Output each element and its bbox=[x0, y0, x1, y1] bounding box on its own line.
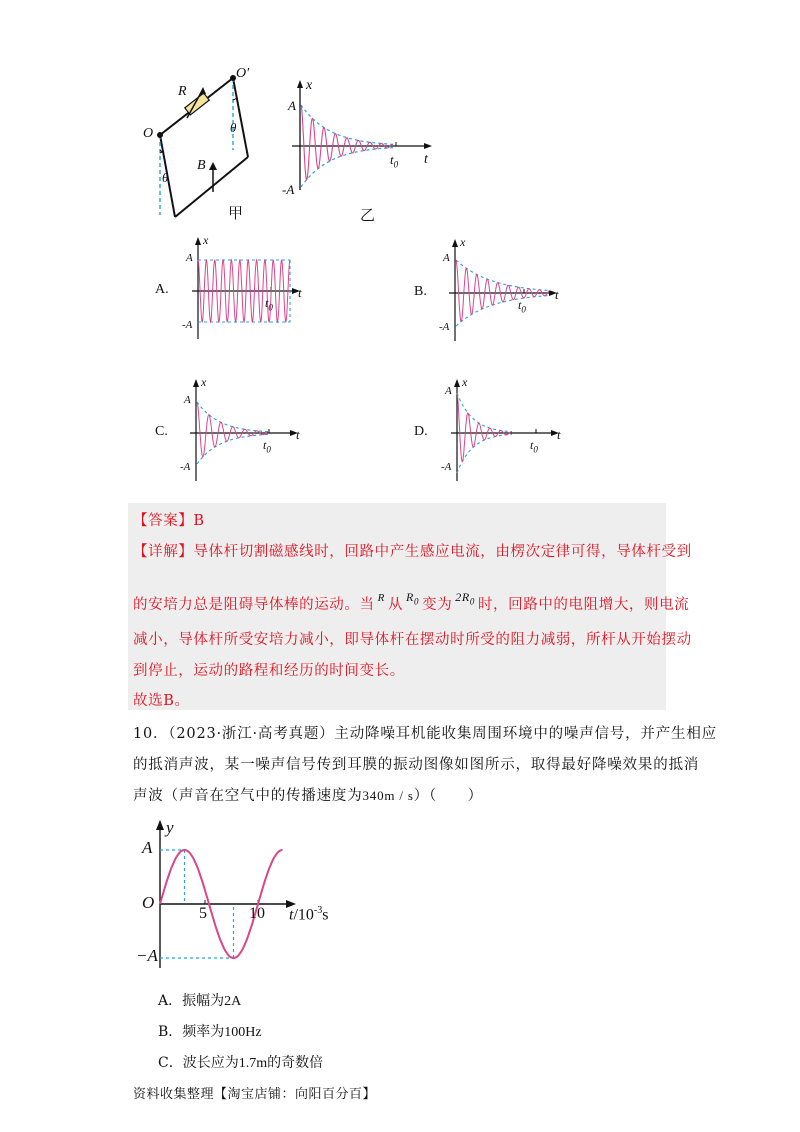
caption-yi: 乙 bbox=[360, 206, 376, 224]
conclusion: 故选B。 bbox=[133, 693, 190, 709]
graph-label-t0: $t_0$ bbox=[530, 438, 538, 455]
f10-label-O: O bbox=[142, 893, 155, 912]
label-R: R bbox=[178, 84, 187, 99]
detail-line-2: 的安培力总是阻碍导体棒的运动。当 $^R$ 从 $^{R_0}$ 变为 $^{2R_0}$ 时，回路中的电阻增大，则电流 bbox=[133, 590, 690, 613]
option-letter-3: D. bbox=[414, 424, 428, 439]
f10-axis-t-label: $t/10^{-3}s$ bbox=[289, 905, 329, 924]
detail-line-3: 减小，导体杆所受安培力减小，即导体杆在摆动时所受的阻力减弱，所杆从开始摆动 bbox=[133, 632, 692, 648]
q10-line-2: 的抵消声波，某一噪声信号传到耳膜的振动图像如图所示，取得最好降噪效果的抵消 bbox=[133, 757, 700, 773]
graph-axis-x: x bbox=[460, 235, 466, 249]
graph-label-negA: -A bbox=[182, 319, 193, 331]
graph-axis-x: x bbox=[462, 375, 468, 389]
graph-label-t0: $t_0$ bbox=[265, 296, 273, 313]
f10-label-negA: −A bbox=[136, 946, 158, 965]
graph-label-A: A bbox=[186, 252, 193, 264]
graph-axis-t: t bbox=[296, 427, 300, 442]
footer: 资料收集整理【淘宝店铺：向阳百分百】 bbox=[133, 1087, 377, 1102]
graph-axis-x: x bbox=[203, 233, 209, 247]
option-letter-0: A. bbox=[155, 282, 169, 297]
option-letter-1: B. bbox=[414, 284, 427, 299]
yi-axis-t: t bbox=[424, 152, 428, 167]
answer-value: B bbox=[193, 513, 205, 529]
answer-tag: 【答案】 bbox=[133, 513, 194, 529]
graph-label-negA: -A bbox=[441, 461, 452, 473]
label-theta-right: θ bbox=[230, 120, 237, 135]
graph-label-A: A bbox=[443, 252, 450, 264]
yi-label-t0: $t_0$ bbox=[390, 152, 399, 170]
graph-axis-t: t bbox=[298, 285, 302, 300]
graph-axis-x: x bbox=[201, 375, 207, 389]
q10-line-3: 声波（声音在空气中的传播速度为340m / s）（ ） bbox=[133, 788, 483, 804]
detail-line-4: 到停止，运动的路程和经历的时间变长。 bbox=[133, 663, 405, 679]
label-Oprime: O′ bbox=[236, 66, 250, 81]
graph-axis-t: t bbox=[555, 287, 559, 302]
f10-tick-10: 10 bbox=[249, 905, 265, 922]
graph-label-negA: -A bbox=[439, 321, 450, 333]
graph-label-A: A bbox=[445, 385, 452, 397]
detail-line-1: 【详解】导体杆切割磁感线时，回路中产生感应电流，由楞次定律可得，导体杆受到 bbox=[133, 544, 692, 560]
yi-label-negA: -A bbox=[282, 182, 295, 197]
option-letter-2: C. bbox=[155, 424, 168, 439]
label-B: B bbox=[197, 158, 206, 173]
q10-line-1: 10．（2023·浙江·高考真题）主动降噪耳机能收集周围环境中的噪声信号，并产生相应 bbox=[133, 726, 717, 742]
label-O: O bbox=[143, 126, 154, 141]
graph-axis-t: t bbox=[557, 427, 561, 442]
choice-2: C．波长应为1.7m的奇数倍 bbox=[158, 1055, 324, 1071]
graph-label-negA: -A bbox=[180, 461, 191, 473]
f10-label-A: A bbox=[142, 838, 153, 857]
f10-axis-y: y bbox=[166, 818, 174, 837]
caption-jia: 甲 bbox=[228, 204, 244, 222]
choice-0: A．振幅为2A bbox=[158, 993, 242, 1009]
yi-axis-x: x bbox=[306, 78, 313, 93]
graph-label-t0: $t_0$ bbox=[263, 438, 271, 455]
choice-1: B．频率为100Hz bbox=[158, 1024, 262, 1040]
f10-tick-5: 5 bbox=[199, 905, 207, 922]
label-theta-left: θ bbox=[162, 170, 169, 185]
graph-label-A: A bbox=[184, 394, 191, 406]
yi-label-A: A bbox=[288, 98, 296, 113]
graph-label-t0: $t_0$ bbox=[518, 298, 526, 315]
